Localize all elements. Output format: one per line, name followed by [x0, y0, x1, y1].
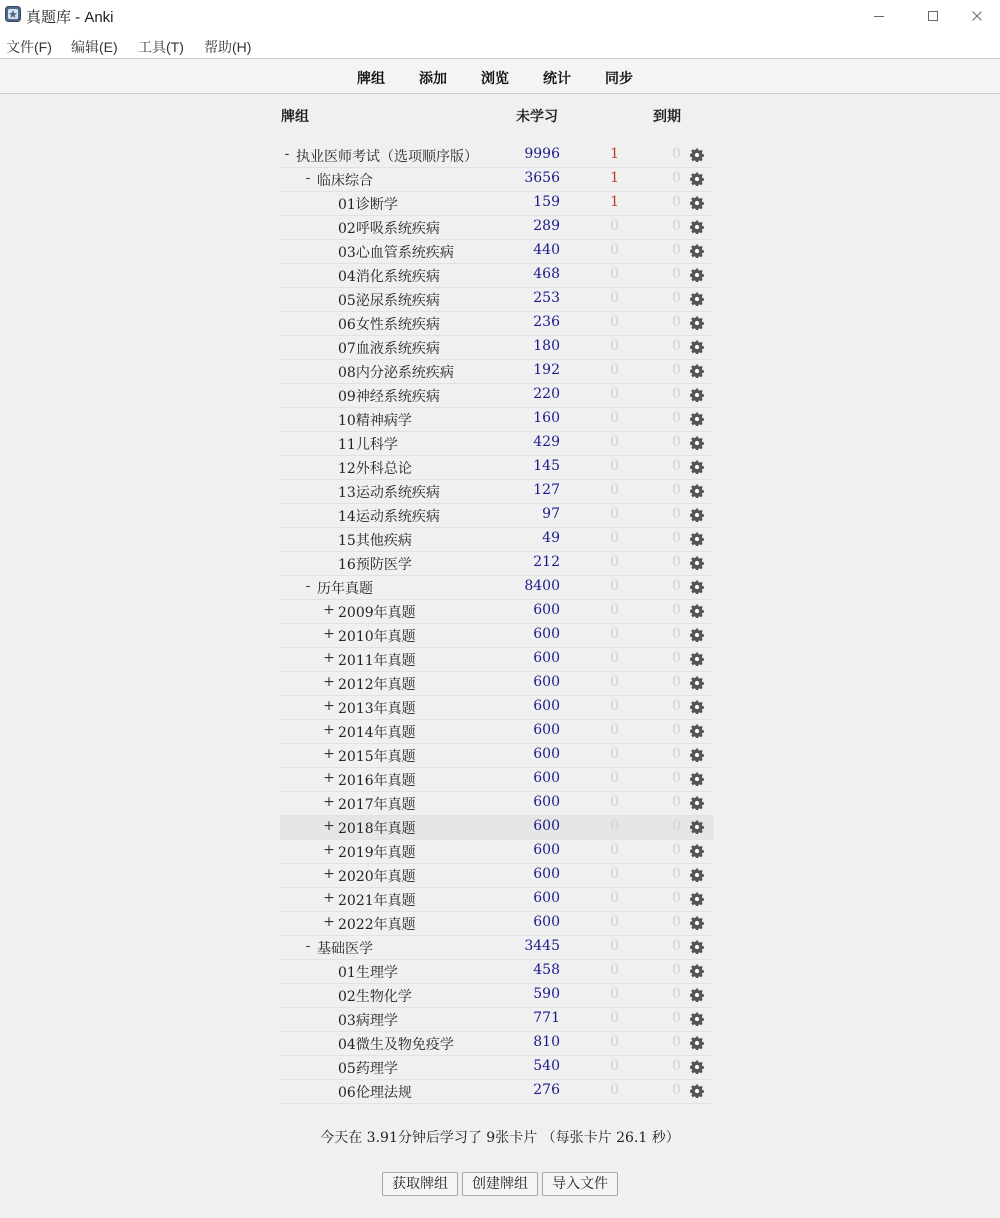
deck-name[interactable]: 04微生及物免疫学 [338, 1037, 454, 1053]
learn-count: 0 [610, 506, 619, 522]
due-count: 0 [672, 722, 681, 738]
gear-icon[interactable] [690, 316, 704, 330]
learn-count: 0 [610, 650, 619, 666]
new-count: 160 [533, 410, 560, 426]
bottom-button-bar [0, 1172, 1000, 1196]
deck-name[interactable]: 07血液系统疾病 [338, 341, 440, 357]
toolbar-stats[interactable]: 统计 [543, 71, 571, 87]
collapse-toggle[interactable]: - [305, 938, 311, 954]
deck-name[interactable]: 01诊断学 [338, 197, 398, 213]
new-count: 600 [533, 866, 560, 882]
new-count: 600 [533, 746, 560, 762]
deck-name[interactable]: 2014年真题 [338, 725, 416, 741]
gear-icon[interactable] [690, 844, 704, 858]
gear-icon[interactable] [690, 412, 704, 426]
deck-row[interactable] [280, 504, 714, 528]
toolbar-add[interactable]: 添加 [419, 71, 447, 87]
import-file-button[interactable]: 导入文件 [542, 1172, 618, 1196]
deck-row[interactable] [280, 264, 714, 288]
gear-icon[interactable] [690, 676, 704, 690]
learn-count: 0 [610, 986, 619, 1002]
gear-icon[interactable] [690, 892, 704, 906]
new-count: 97 [542, 506, 560, 522]
title-bar [0, 0, 1000, 32]
new-count: 127 [533, 482, 560, 498]
gear-icon[interactable] [690, 652, 704, 666]
deck-list [280, 144, 714, 1104]
header-deck: 牌组 [281, 109, 309, 125]
deck-name[interactable]: 02生物化学 [338, 989, 412, 1005]
new-count: 3445 [524, 938, 560, 954]
menu-edit[interactable]: 编辑(E) [71, 39, 118, 55]
due-count: 0 [672, 842, 681, 858]
deck-name[interactable]: 2018年真题 [338, 821, 416, 837]
deck-row[interactable] [280, 336, 714, 360]
due-count: 0 [672, 146, 681, 162]
learn-count: 1 [610, 194, 619, 210]
deck-name[interactable]: 04消化系统疾病 [338, 269, 440, 285]
deck-row[interactable] [280, 288, 714, 312]
new-count: 600 [533, 626, 560, 642]
deck-row[interactable] [280, 816, 714, 840]
learn-count: 0 [610, 938, 619, 954]
new-count: 590 [533, 986, 560, 1002]
learn-count: 1 [610, 170, 619, 186]
expand-toggle[interactable]: + [323, 770, 335, 786]
menu-file[interactable]: 文件(F) [6, 39, 52, 55]
deck-row[interactable] [280, 456, 714, 480]
menu-tools[interactable]: 工具(T) [138, 39, 184, 55]
deck-name[interactable]: 08内分泌系统疾病 [338, 365, 454, 381]
gear-icon[interactable] [690, 292, 704, 306]
expand-toggle[interactable]: + [323, 842, 335, 858]
deck-name[interactable]: 2016年真题 [338, 773, 416, 789]
expand-toggle[interactable]: + [323, 722, 335, 738]
learn-count: 0 [610, 218, 619, 234]
new-count: 600 [533, 818, 560, 834]
deck-row[interactable] [280, 672, 714, 696]
due-count: 0 [672, 914, 681, 930]
due-count: 0 [672, 938, 681, 954]
maximize-button[interactable] [910, 0, 956, 32]
deck-row[interactable] [280, 168, 714, 192]
learn-count: 0 [610, 554, 619, 570]
new-count: 600 [533, 890, 560, 906]
due-count: 0 [672, 986, 681, 1002]
new-count: 9996 [524, 146, 560, 162]
create-deck-button[interactable]: 创建牌组 [462, 1172, 538, 1196]
learn-count: 0 [610, 434, 619, 450]
expand-toggle[interactable]: + [323, 818, 335, 834]
due-count: 0 [672, 314, 681, 330]
new-count: 236 [533, 314, 560, 330]
learn-count: 0 [610, 1034, 619, 1050]
learn-count: 0 [610, 338, 619, 354]
due-count: 0 [672, 554, 681, 570]
due-count: 0 [672, 458, 681, 474]
due-count: 0 [672, 1010, 681, 1026]
learn-count: 0 [610, 482, 619, 498]
gear-icon[interactable] [690, 988, 704, 1002]
gear-icon[interactable] [690, 148, 704, 162]
deck-name[interactable]: 2010年真题 [338, 629, 416, 645]
toolbar-sync[interactable]: 同步 [605, 71, 633, 87]
deck-name[interactable]: 2021年真题 [338, 893, 416, 909]
new-count: 253 [533, 290, 560, 306]
due-count: 0 [672, 530, 681, 546]
get-shared-button[interactable]: 获取牌组 [382, 1172, 458, 1196]
new-count: 600 [533, 674, 560, 690]
deck-name[interactable]: 16预防医学 [338, 557, 412, 573]
deck-row[interactable] [280, 648, 714, 672]
gear-icon[interactable] [690, 1060, 704, 1074]
collapse-toggle[interactable]: - [305, 170, 311, 186]
today-stats: 今天在 3.91分钟后学习了 9张卡片 （每张卡片 26.1 秒） [320, 1130, 680, 1146]
expand-toggle[interactable]: + [323, 794, 335, 810]
deck-row[interactable] [280, 144, 714, 168]
deck-name[interactable]: 历年真题 [317, 581, 373, 597]
new-count: 49 [542, 530, 560, 546]
new-count: 159 [533, 194, 560, 210]
gear-icon[interactable] [690, 796, 704, 810]
deck-name[interactable]: 10精神病学 [338, 413, 412, 429]
header-new: 未学习 [516, 109, 558, 125]
learn-count: 0 [610, 842, 619, 858]
learn-count: 0 [610, 314, 619, 330]
deck-row[interactable] [280, 432, 714, 456]
deck-row[interactable] [280, 528, 714, 552]
new-count: 8400 [524, 578, 560, 594]
learn-count: 0 [610, 458, 619, 474]
due-count: 0 [672, 386, 681, 402]
new-count: 600 [533, 650, 560, 666]
deck-name[interactable]: 11儿科学 [338, 437, 398, 453]
new-count: 600 [533, 698, 560, 714]
new-count: 600 [533, 770, 560, 786]
gear-icon[interactable] [690, 628, 704, 642]
deck-row[interactable] [280, 792, 714, 816]
due-count: 0 [672, 602, 681, 618]
expand-toggle[interactable]: + [323, 650, 335, 666]
deck-name[interactable]: 06伦理法规 [338, 1085, 412, 1101]
header-due: 到期 [653, 109, 681, 125]
due-count: 0 [672, 242, 681, 258]
deck-name[interactable]: 12外科总论 [338, 461, 412, 477]
gear-icon[interactable] [690, 772, 704, 786]
gear-icon[interactable] [690, 556, 704, 570]
new-count: 429 [533, 434, 560, 450]
deck-name[interactable]: 05泌尿系统疾病 [338, 293, 440, 309]
deck-row[interactable] [280, 720, 714, 744]
deck-name[interactable]: 2017年真题 [338, 797, 416, 813]
learn-count: 0 [610, 602, 619, 618]
gear-icon[interactable] [690, 388, 704, 402]
deck-name[interactable]: 2015年真题 [338, 749, 416, 765]
deck-row[interactable] [280, 216, 714, 240]
learn-count: 0 [610, 290, 619, 306]
gear-icon[interactable] [690, 196, 704, 210]
new-count: 600 [533, 842, 560, 858]
learn-count: 0 [610, 1082, 619, 1098]
deck-name[interactable]: 2011年真题 [338, 653, 416, 669]
deck-row[interactable] [280, 552, 714, 576]
learn-count: 0 [610, 818, 619, 834]
deck-row[interactable] [280, 360, 714, 384]
new-count: 771 [533, 1010, 560, 1026]
expand-toggle[interactable]: + [323, 626, 335, 642]
learn-count: 0 [610, 914, 619, 930]
new-count: 145 [533, 458, 560, 474]
due-count: 0 [672, 890, 681, 906]
due-count: 0 [672, 362, 681, 378]
learn-count: 0 [610, 674, 619, 690]
learn-count: 0 [610, 626, 619, 642]
window-title: 真题库 - Anki [26, 9, 114, 26]
learn-count: 0 [610, 1058, 619, 1074]
due-count: 0 [672, 434, 681, 450]
new-count: 600 [533, 794, 560, 810]
due-count: 0 [672, 410, 681, 426]
deck-name[interactable]: 临床综合 [317, 173, 373, 189]
due-count: 0 [672, 1082, 681, 1098]
deck-name[interactable]: 06女性系统疾病 [338, 317, 440, 333]
deck-name[interactable]: 2013年真题 [338, 701, 416, 717]
gear-icon[interactable] [690, 868, 704, 882]
deck-name[interactable]: 2020年真题 [338, 869, 416, 885]
gear-icon[interactable] [690, 700, 704, 714]
collapse-toggle[interactable]: - [284, 146, 290, 162]
due-count: 0 [672, 1058, 681, 1074]
due-count: 0 [672, 194, 681, 210]
gear-icon[interactable] [690, 532, 704, 546]
menu-help[interactable]: 帮助(H) [204, 39, 252, 55]
gear-icon[interactable] [690, 748, 704, 762]
gear-icon[interactable] [690, 340, 704, 354]
gear-icon[interactable] [690, 916, 704, 930]
gear-icon[interactable] [690, 1036, 704, 1050]
deck-name[interactable]: 2009年真题 [338, 605, 416, 621]
gear-icon[interactable] [690, 724, 704, 738]
new-count: 276 [533, 1082, 560, 1098]
new-count: 810 [533, 1034, 560, 1050]
deck-name[interactable]: 05药理学 [338, 1061, 398, 1077]
new-count: 600 [533, 602, 560, 618]
deck-row[interactable] [280, 744, 714, 768]
due-count: 0 [672, 962, 681, 978]
due-count: 0 [672, 266, 681, 282]
deck-name[interactable]: 15其他疾病 [338, 533, 412, 549]
due-count: 0 [672, 338, 681, 354]
deck-row[interactable] [280, 888, 714, 912]
gear-icon[interactable] [690, 508, 704, 522]
learn-count: 0 [610, 242, 619, 258]
due-count: 0 [672, 650, 681, 666]
gear-icon[interactable] [690, 364, 704, 378]
new-count: 600 [533, 914, 560, 930]
deck-row[interactable] [280, 984, 714, 1008]
deck-row[interactable] [280, 480, 714, 504]
deck-row[interactable] [280, 864, 714, 888]
close-icon [971, 10, 983, 22]
due-count: 0 [672, 218, 681, 234]
expand-toggle[interactable]: + [323, 674, 335, 690]
deck-row[interactable] [280, 1056, 714, 1080]
new-count: 440 [533, 242, 560, 258]
deck-row[interactable] [280, 696, 714, 720]
learn-count: 0 [610, 530, 619, 546]
learn-count: 0 [610, 266, 619, 282]
expand-toggle[interactable]: + [323, 914, 335, 930]
deck-name[interactable]: 09神经系统疾病 [338, 389, 440, 405]
deck-row[interactable] [280, 936, 714, 960]
gear-icon[interactable] [690, 268, 704, 282]
deck-row[interactable] [280, 192, 714, 216]
deck-row[interactable] [280, 960, 714, 984]
due-count: 0 [672, 818, 681, 834]
expand-toggle[interactable]: + [323, 890, 335, 906]
due-count: 0 [672, 698, 681, 714]
expand-toggle[interactable]: + [323, 602, 335, 618]
new-count: 212 [533, 554, 560, 570]
deck-row[interactable] [280, 240, 714, 264]
deck-row[interactable] [280, 912, 714, 936]
new-count: 540 [533, 1058, 560, 1074]
deck-row[interactable] [280, 768, 714, 792]
new-count: 3656 [524, 170, 560, 186]
gear-icon[interactable] [690, 940, 704, 954]
learn-count: 0 [610, 770, 619, 786]
due-count: 0 [672, 794, 681, 810]
deck-row[interactable] [280, 1008, 714, 1032]
deck-row[interactable] [280, 384, 714, 408]
due-count: 0 [672, 506, 681, 522]
deck-name[interactable]: 13运动系统疾病 [338, 485, 440, 501]
learn-count: 0 [610, 410, 619, 426]
deck-row[interactable] [280, 600, 714, 624]
expand-toggle[interactable]: + [323, 746, 335, 762]
deck-row[interactable] [280, 840, 714, 864]
menu-bar [0, 32, 1000, 58]
new-count: 192 [533, 362, 560, 378]
minimize-icon [873, 10, 885, 22]
due-count: 0 [672, 170, 681, 186]
learn-count: 0 [610, 1010, 619, 1026]
close-button[interactable] [954, 0, 1000, 32]
due-count: 0 [672, 770, 681, 786]
gear-icon[interactable] [690, 220, 704, 234]
gear-icon[interactable] [690, 1012, 704, 1026]
deck-name[interactable]: 2019年真题 [338, 845, 416, 861]
due-count: 0 [672, 674, 681, 690]
gear-icon[interactable] [690, 436, 704, 450]
due-count: 0 [672, 290, 681, 306]
due-count: 0 [672, 866, 681, 882]
learn-count: 0 [610, 866, 619, 882]
maximize-icon [927, 10, 939, 22]
gear-icon[interactable] [690, 460, 704, 474]
deck-name[interactable]: 基础医学 [317, 941, 373, 957]
new-count: 289 [533, 218, 560, 234]
expand-toggle[interactable]: + [323, 866, 335, 882]
due-count: 0 [672, 578, 681, 594]
gear-icon[interactable] [690, 244, 704, 258]
learn-count: 0 [610, 722, 619, 738]
deck-row[interactable] [280, 312, 714, 336]
due-count: 0 [672, 746, 681, 762]
gear-icon[interactable] [690, 484, 704, 498]
new-count: 468 [533, 266, 560, 282]
learn-count: 0 [610, 962, 619, 978]
gear-icon[interactable] [690, 604, 704, 618]
learn-count: 0 [610, 578, 619, 594]
learn-count: 0 [610, 362, 619, 378]
deck-name[interactable]: 03病理学 [338, 1013, 398, 1029]
new-count: 220 [533, 386, 560, 402]
deck-name[interactable]: 03心血管系统疾病 [338, 245, 454, 261]
learn-count: 0 [610, 746, 619, 762]
expand-toggle[interactable]: + [323, 698, 335, 714]
minimize-button[interactable] [856, 0, 902, 32]
due-count: 0 [672, 1034, 681, 1050]
new-count: 458 [533, 962, 560, 978]
collapse-toggle[interactable]: - [305, 578, 311, 594]
gear-icon[interactable] [690, 820, 704, 834]
learn-count: 0 [610, 386, 619, 402]
toolbar-browse[interactable]: 浏览 [481, 71, 509, 87]
gear-icon[interactable] [690, 580, 704, 594]
deck-row[interactable] [280, 624, 714, 648]
main-toolbar [0, 58, 1000, 94]
deck-row[interactable] [280, 1032, 714, 1056]
deck-name[interactable]: 执业医师考试（选项顺序版） [296, 149, 478, 165]
learn-count: 0 [610, 794, 619, 810]
new-count: 180 [533, 338, 560, 354]
gear-icon[interactable] [690, 1084, 704, 1098]
learn-count: 0 [610, 890, 619, 906]
toolbar-decks[interactable]: 牌组 [357, 71, 385, 87]
gear-icon[interactable] [690, 964, 704, 978]
deck-name[interactable]: 2022年真题 [338, 917, 416, 933]
deck-row[interactable] [280, 408, 714, 432]
deck-name[interactable]: 01生理学 [338, 965, 398, 981]
deck-row[interactable] [280, 576, 714, 600]
learn-count: 1 [610, 146, 619, 162]
anki-app-icon [5, 6, 21, 22]
deck-name[interactable]: 02呼吸系统疾病 [338, 221, 440, 237]
learn-count: 0 [610, 698, 619, 714]
new-count: 600 [533, 722, 560, 738]
gear-icon[interactable] [690, 172, 704, 186]
deck-row[interactable] [280, 1080, 714, 1104]
deck-name[interactable]: 14运动系统疾病 [338, 509, 440, 525]
due-count: 0 [672, 482, 681, 498]
deck-name[interactable]: 2012年真题 [338, 677, 416, 693]
due-count: 0 [672, 626, 681, 642]
